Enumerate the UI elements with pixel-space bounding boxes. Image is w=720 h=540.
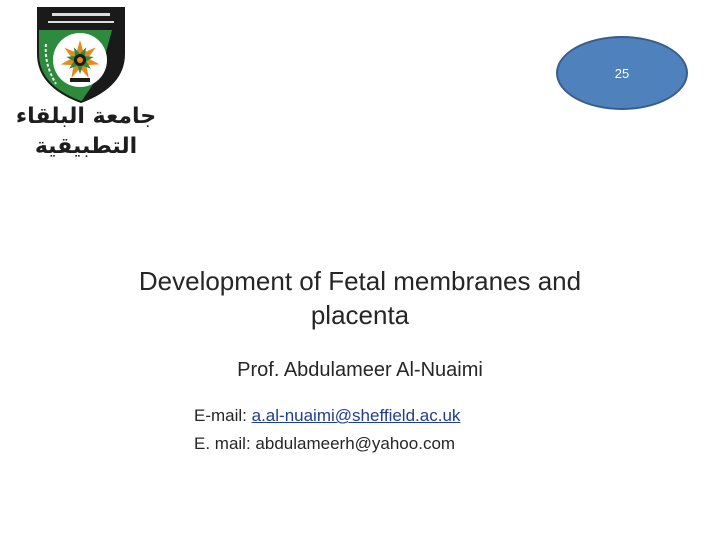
slide-title: [90, 264, 630, 332]
university-logo: [0, 4, 172, 159]
slide-title-line-1: Development of Fetal membranes and: [138, 266, 582, 296]
contact-block: [194, 402, 614, 458]
university-arabic-name: جامعة البلقاء التطبيقية: [15, 104, 157, 159]
slide-title-line-2: placenta: [310, 300, 410, 330]
email-2-label: E. mail:: [194, 434, 256, 453]
contact-line-email-1: [194, 402, 614, 430]
slide-number-badge: [556, 36, 688, 110]
email-1-label: E-mail:: [194, 406, 252, 425]
email-1-link[interactable]: a.al-nuaimi@sheffield.ac.uk: [251, 406, 461, 425]
contact-line-email-2: [194, 430, 614, 458]
author-name: Prof. Abdulameer Al-Nuaimi: [237, 359, 483, 381]
slide-number: 25: [614, 66, 630, 81]
email-2-value: abdulameerh@yahoo.com: [255, 434, 456, 453]
university-seal-icon: [0, 4, 172, 104]
